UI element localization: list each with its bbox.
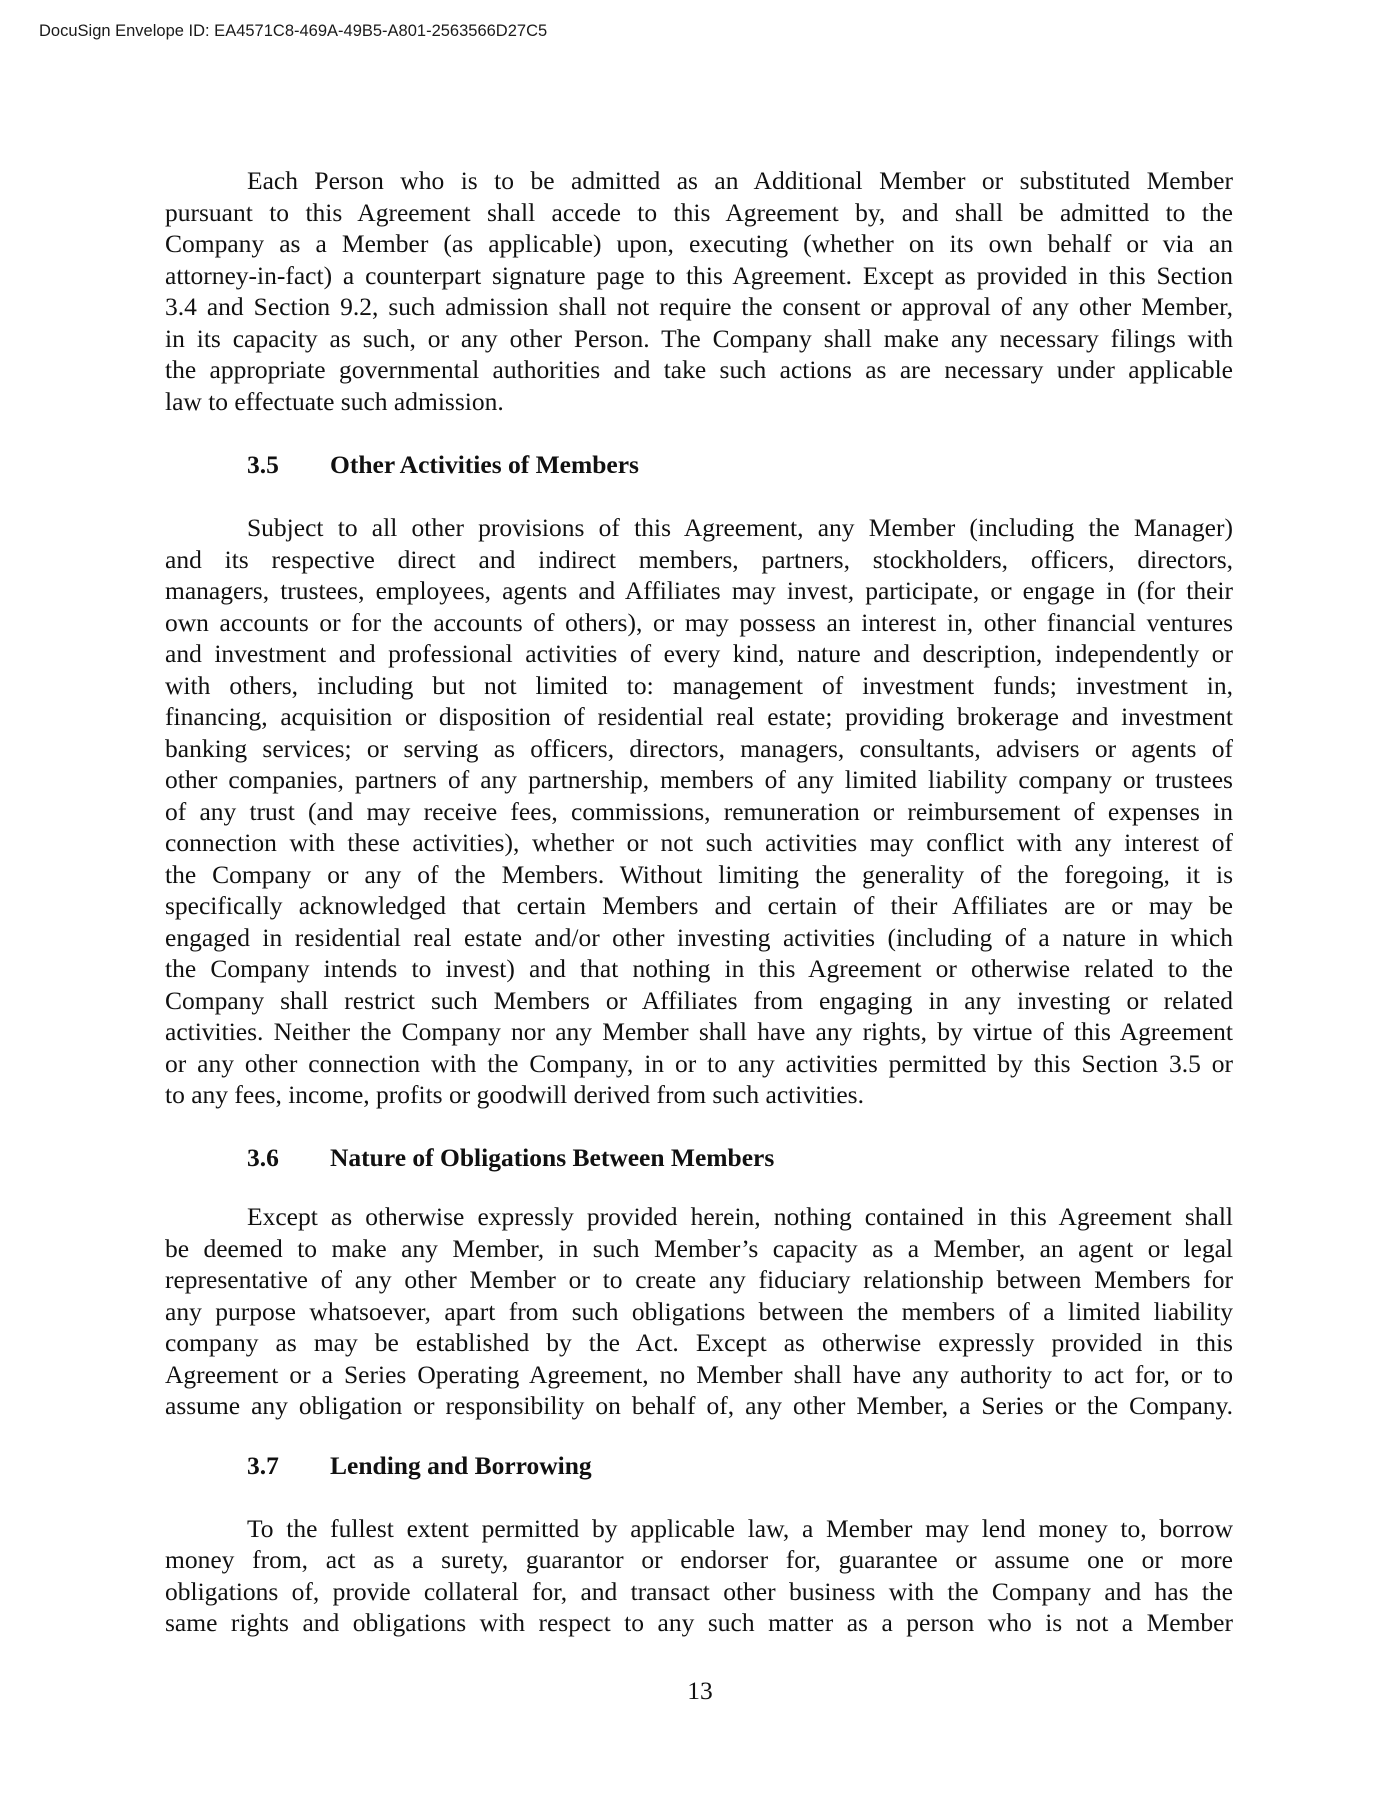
paragraph-line: Each Person who is to be admitted as an Additional Member or substituted Member bbox=[247, 166, 1233, 195]
paragraph-line: same rights and obligations with respect to any such matter as a person who is not a Member bbox=[165, 1608, 1233, 1637]
paragraph-line: representative of any other Member or to create any fiduciary relationship between Members for bbox=[165, 1265, 1233, 1294]
paragraph-line: specifically acknowledged that certain Members and certain of their Affiliates are or may be bbox=[165, 891, 1233, 920]
paragraph-line: of any trust (and may receive fees, commissions, remuneration or reimbursement of expenses in bbox=[165, 797, 1233, 826]
page-number: 13 bbox=[687, 1676, 713, 1705]
paragraph-line: Company as a Member (as applicable) upon, executing (whether on its own behalf or via an bbox=[165, 229, 1233, 258]
paragraph-line: Company shall restrict such Members or Affiliates from engaging in any investing or related bbox=[165, 986, 1233, 1015]
paragraph-line: Subject to all other provisions of this Agreement, any Member (including the Manager) bbox=[247, 513, 1233, 542]
paragraph-line: company as may be established by the Act. Except as otherwise expressly provided in this bbox=[165, 1328, 1233, 1357]
paragraph-line: engaged in residential real estate and/or other investing activities (including of a nature in which bbox=[165, 923, 1233, 952]
section-number: 3.7 bbox=[247, 1451, 279, 1480]
paragraph-line: 3.4 and Section 9.2, such admission shall not require the consent or approval of any other Member, bbox=[165, 292, 1233, 321]
paragraph-line: connection with these activities), whether or not such activities may conflict with any interest of bbox=[165, 828, 1233, 857]
paragraph-line: to any fees, income, profits or goodwill derived from such activities. bbox=[165, 1080, 864, 1109]
paragraph-line: managers, trustees, employees, agents and Affiliates may invest, participate, or engage in (for their bbox=[165, 576, 1233, 605]
section-title: Lending and Borrowing bbox=[330, 1451, 592, 1480]
paragraph-line: the appropriate governmental authorities and take such actions as are necessary under applicable bbox=[165, 355, 1233, 384]
section-number: 3.6 bbox=[247, 1143, 279, 1172]
paragraph-line: Except as otherwise expressly provided herein, nothing contained in this Agreement shall bbox=[247, 1202, 1233, 1231]
paragraph-line: attorney-in-fact) a counterpart signature page to this Agreement. Except as provided in this Section bbox=[165, 261, 1233, 290]
paragraph-line: assume any obligation or responsibility on behalf of, any other Member, a Series or the Company. bbox=[165, 1391, 1233, 1420]
paragraph-line: To the fullest extent permitted by applicable law, a Member may lend money to, borrow bbox=[247, 1514, 1233, 1543]
paragraph-line: own accounts or for the accounts of others), or may possess an interest in, other financial ventures bbox=[165, 608, 1233, 637]
paragraph-line: or any other connection with the Company, in or to any activities permitted by this Section 3.5 or bbox=[165, 1049, 1233, 1078]
paragraph-line: banking services; or serving as officers, directors, managers, consultants, advisers or agents of bbox=[165, 734, 1233, 763]
paragraph-line: law to effectuate such admission. bbox=[165, 387, 504, 416]
paragraph-line: the Company intends to invest) and that nothing in this Agreement or otherwise related to the bbox=[165, 954, 1233, 983]
paragraph-line: activities. Neither the Company nor any Member shall have any rights, by virtue of this Agreement bbox=[165, 1017, 1233, 1046]
paragraph-line: Agreement or a Series Operating Agreement, no Member shall have any authority to act for, or to bbox=[165, 1360, 1233, 1389]
paragraph-line: be deemed to make any Member, in such Member’s capacity as a Member, an agent or legal bbox=[165, 1234, 1233, 1263]
paragraph-line: obligations of, provide collateral for, and transact other business with the Company and has the bbox=[165, 1577, 1233, 1606]
section-title: Nature of Obligations Between Members bbox=[330, 1143, 775, 1172]
paragraph-line: the Company or any of the Members. Without limiting the generality of the foregoing, it is bbox=[165, 860, 1233, 889]
paragraph-line: any purpose whatsoever, apart from such obligations between the members of a limited liability bbox=[165, 1297, 1233, 1326]
paragraph-line: and investment and professional activities of every kind, nature and description, independently or bbox=[165, 639, 1233, 668]
paragraph-line: financing, acquisition or disposition of residential real estate; providing brokerage and investment bbox=[165, 702, 1233, 731]
section-title: Other Activities of Members bbox=[330, 450, 639, 479]
paragraph-line: pursuant to this Agreement shall accede to this Agreement by, and shall be admitted to the bbox=[165, 198, 1233, 227]
docusign-envelope-id: DocuSign Envelope ID: EA4571C8-469A-49B5-A801-2563566D27C5 bbox=[39, 22, 548, 40]
paragraph-line: with others, including but not limited to: management of investment funds; investment in, bbox=[165, 671, 1233, 700]
paragraph-line: in its capacity as such, or any other Person. The Company shall make any necessary filings with bbox=[165, 324, 1233, 353]
section-number: 3.5 bbox=[247, 450, 279, 479]
paragraph-line: and its respective direct and indirect members, partners, stockholders, officers, directors, bbox=[165, 545, 1233, 574]
paragraph-line: other companies, partners of any partnership, members of any limited liability company or trustees bbox=[165, 765, 1233, 794]
paragraph-line: money from, act as a surety, guarantor or endorser for, guarantee or assume one or more bbox=[165, 1545, 1233, 1574]
